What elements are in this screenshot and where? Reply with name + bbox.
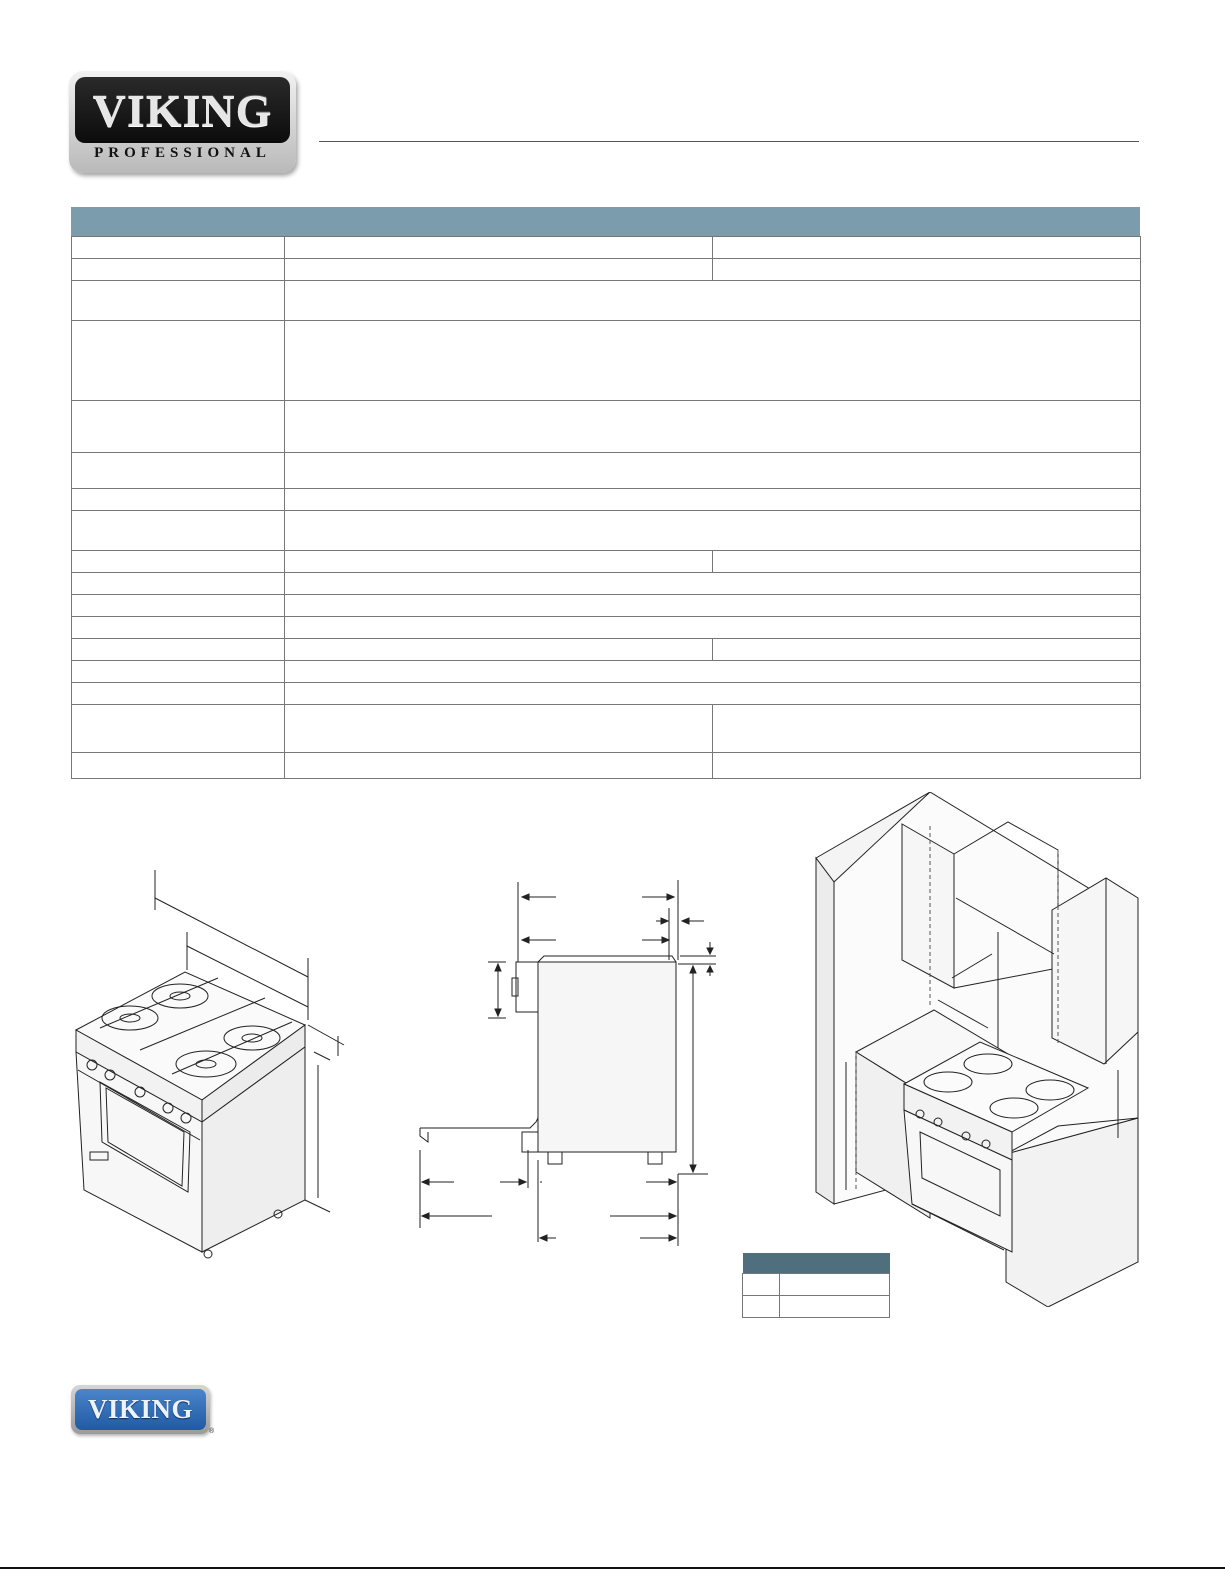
spec-value-cell [713, 259, 1141, 281]
spec-row [72, 705, 1141, 753]
spec-row [72, 595, 1141, 617]
spec-label-cell [72, 617, 285, 639]
spec-value-cell [713, 639, 1141, 661]
spec-row [72, 573, 1141, 595]
spec-label-cell [72, 281, 285, 321]
spec-value-cell [713, 753, 1141, 779]
clearance-cell [780, 1296, 890, 1318]
spec-value-cell [285, 617, 1141, 639]
spec-value-cell [285, 321, 1141, 401]
spec-value-cell [285, 489, 1141, 511]
spec-row [72, 453, 1141, 489]
spec-value-cell [285, 639, 713, 661]
spec-value-cell [285, 661, 1141, 683]
spec-label-cell [72, 639, 285, 661]
footer-logo-plate [75, 1389, 206, 1430]
spec-value-cell [713, 551, 1141, 573]
spec-value-cell [285, 573, 1141, 595]
spec-row [72, 259, 1141, 281]
spec-row [72, 661, 1141, 683]
spec-label-cell [72, 595, 285, 617]
clearance-table [742, 1253, 890, 1318]
spec-label-cell [72, 489, 285, 511]
spec-table [71, 236, 1141, 779]
spec-label-cell [72, 661, 285, 683]
registered-mark: ® [209, 1428, 215, 1435]
spec-row [72, 639, 1141, 661]
spec-row [72, 551, 1141, 573]
viking-professional-logo [69, 71, 296, 173]
clearance-table-header [743, 1253, 890, 1274]
spec-label-cell [72, 401, 285, 453]
range-perspective-drawing [60, 860, 360, 1270]
spec-value-cell [285, 705, 713, 753]
spec-row [72, 281, 1141, 321]
clearance-cell [743, 1296, 780, 1318]
logo-word: VIKING [92, 84, 273, 136]
logo-subtitle: PROFESSIONAL [94, 145, 271, 161]
spec-label-cell [72, 683, 285, 705]
spec-value-cell [285, 237, 713, 259]
installation-clearance-drawing [808, 792, 1148, 1307]
spec-value-cell [285, 401, 1141, 453]
spec-label-cell [72, 511, 285, 551]
spec-row [72, 489, 1141, 511]
spec-value-cell [713, 237, 1141, 259]
viking-footer-logo [71, 1385, 210, 1434]
clearance-cell [743, 1274, 780, 1296]
spec-value-cell [285, 753, 713, 779]
logo-plate [75, 77, 290, 143]
spec-value-cell [285, 259, 713, 281]
spec-value-cell [285, 281, 1141, 321]
spec-label-cell [72, 753, 285, 779]
header-rule [319, 141, 1139, 142]
spec-label-cell [72, 453, 285, 489]
spec-row [72, 511, 1141, 551]
footer-rule [0, 1567, 1225, 1569]
spec-row [72, 237, 1141, 259]
spec-value-cell [713, 705, 1141, 753]
spec-row [72, 617, 1141, 639]
spec-label-cell [72, 705, 285, 753]
spec-label-cell [72, 573, 285, 595]
clearance-row [743, 1274, 890, 1296]
clearance-cell [780, 1274, 890, 1296]
spec-row [72, 321, 1141, 401]
spec-value-cell [285, 595, 1141, 617]
spec-label-cell [72, 259, 285, 281]
spec-row [72, 401, 1141, 453]
spec-table-header [71, 207, 1140, 236]
range-side-view-drawing [410, 870, 730, 1255]
spec-label-cell [72, 237, 285, 259]
spec-value-cell [285, 511, 1141, 551]
footer-logo-word: VIKING [87, 1394, 193, 1424]
spec-row [72, 753, 1141, 779]
spec-value-cell [285, 453, 1141, 489]
spec-label-cell [72, 321, 285, 401]
clearance-row [743, 1296, 890, 1318]
spec-value-cell [285, 683, 1141, 705]
spec-value-cell [285, 551, 713, 573]
spec-row [72, 683, 1141, 705]
spec-label-cell [72, 551, 285, 573]
